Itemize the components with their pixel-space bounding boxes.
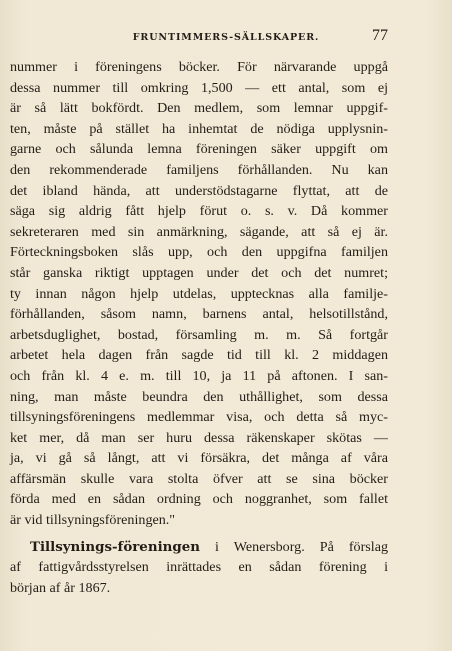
text-line: förda med en sådan ordning och noggranhet, som fallet	[10, 491, 388, 508]
text-line: början af år 1867.	[10, 579, 111, 596]
page-number: 77	[372, 27, 388, 44]
text-line: ja, vi gå så långt, att vi försäkra, det många af våra	[10, 450, 388, 467]
text-line: ning, man måste beundra den uthållighet, som dessa	[10, 388, 388, 405]
text-line: sekreteraren med sin anmärkning, sägande, att så ej är.	[10, 223, 388, 240]
paragraph-1	[10, 57, 388, 531]
text-line: dessa nummer till omkring 1,500 — ett antal, som ej	[10, 79, 388, 96]
text-line: och från kl. 4 e. m. till 10, ja 11 på aftonen. I san-	[10, 367, 388, 384]
running-head	[0, 27, 452, 47]
text-line: förhållanden, såsom namn, barnens antal, helsotillstånd,	[10, 306, 388, 323]
text-line: det ibland hända, att understödstagarne flyttat, att de	[10, 182, 388, 199]
paragraph-2-first-line-text: i Wenersborg. På förslag	[200, 538, 388, 555]
text-line: arbetsduglighet, bostad, församling m. m. Så fortgår	[10, 326, 388, 343]
text-line: är så lätt bokfördt. Den medlem, som lemnar uppgif-	[10, 100, 388, 117]
text-line: ty innan någon hjelp utdelas, upptecknas alla familje-	[10, 285, 388, 302]
text-line: garne och sålunda lemna föreningen säker uppgift om	[10, 141, 388, 158]
text-line: arbetet hela dagen från sagde tid till kl. 2 middagen	[10, 347, 388, 364]
paragraph-2	[10, 537, 388, 599]
text-line: affärsmän skulle vara stolta öfver att se sina böcker	[10, 470, 388, 487]
section-heading: Tillsynings-föreningen	[30, 538, 201, 555]
text-line: ten, måste på stället ha inhemtat de nödiga upplysnin-	[10, 120, 388, 137]
text-line: är vid tillsyningsföreningen."	[10, 512, 176, 529]
text-line: tillsyningsföreningens medlemmar visa, och detta så myc-	[10, 409, 388, 426]
text-line: ket mer, då man ser huru dessa räkenskaper skötas —	[10, 429, 388, 446]
text-line: af fattigvårdsstyrelsen inrättades en sådan förening i	[10, 559, 388, 576]
text-line: står ganska riktigt upptagen under det och det numret;	[10, 264, 388, 281]
text-line: den rekommenderade familjens förhållanden. Nu kan	[10, 161, 388, 178]
paragraph-2-first-line	[10, 537, 388, 558]
text-line: nummer i föreningens böcker. För närvarande uppgå	[10, 59, 388, 75]
text-line: säga sig aldrig fått hjelp förut o. s. v. Då kommer	[10, 203, 388, 220]
running-title: FRUNTIMMERS-SÄLLSKAPER.	[132, 32, 320, 43]
body-text	[10, 57, 388, 598]
text-line: Förteckningsboken slås upp, och den uppgifna familjen	[10, 244, 388, 261]
